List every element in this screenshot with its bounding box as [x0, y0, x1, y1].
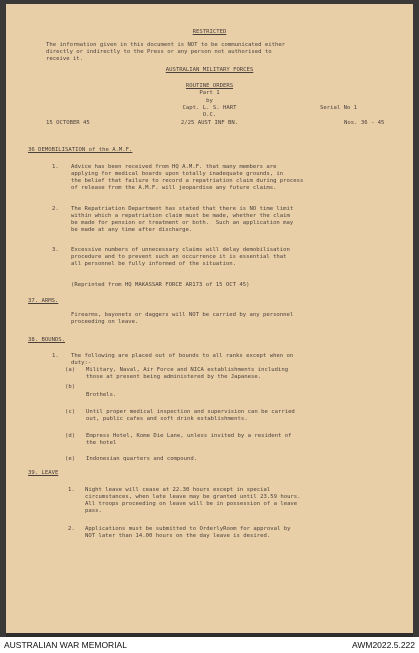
item-number: 1.	[68, 487, 75, 493]
item-line: those at present being administered by the Japanese.	[86, 374, 262, 380]
section-39-heading: 39. LEAVE	[28, 470, 59, 476]
notice-line-2: directly or indirectly to the Press or any person not authorised to	[46, 49, 272, 55]
order-numbers: Nos. 36 - 45	[344, 120, 385, 126]
item-number: (a)	[65, 367, 76, 373]
item-number: (b)	[65, 384, 76, 390]
archive-footer	[0, 637, 419, 653]
item-line: out, public cafes and soft drink establishments.	[86, 416, 248, 422]
item-line: circumstances, when late leave may be granted until 23.59 hours.	[85, 494, 301, 500]
item-line: Applications must be submitted to OrderlyRoom for approval by	[85, 526, 291, 532]
item-line: Until proper medical inspection and supervision can be carried	[86, 409, 295, 415]
item-line: be made at any time after discharge.	[71, 227, 193, 233]
document-page	[6, 4, 413, 633]
item-line: Excessive numbers of unnecessary claims will delay demobilisation	[71, 247, 290, 253]
item-number: 1.	[52, 353, 59, 359]
reprint-note: (Reprinted from HQ MAKASSAR FORCE AR173 of 15 OCT 45)	[71, 282, 250, 288]
footer-catalogue-id: AWM2022.5.222	[352, 640, 415, 650]
force-heading: AUSTRALIAN MILITARY FORCES	[165, 67, 254, 73]
section-intro-line: The following are placed out of bounds to all ranks except when on	[71, 353, 294, 359]
item-line: the hotel	[86, 440, 117, 446]
section-intro-line: duty:-	[71, 360, 92, 366]
section-37-heading: 37. ARMS.	[28, 298, 59, 304]
serial-number: Serial No 1	[320, 105, 358, 111]
order-date: 15 OCTOBER 45	[46, 120, 90, 126]
item-number: 2.	[52, 206, 59, 212]
item-line: Night leave will cease at 22.30 hours except in special	[85, 487, 271, 493]
item-number: 1.	[52, 164, 59, 170]
section-line: Firearms, bayonets or daggers will NOT be carried by any personnel	[71, 312, 294, 318]
officer-name: Capt. L. S. HART	[182, 105, 237, 111]
unit-name: 2/25 AUST INF BN.	[180, 120, 239, 126]
by-label: by	[206, 98, 213, 104]
item-line: The Repatriation Department has stated that there is NO time limit	[71, 206, 294, 212]
item-line: Advice has been received from HQ A.M.F. that many members are	[71, 164, 277, 170]
item-line: NOT later than 14.00 hours on the day leave is desired.	[85, 533, 271, 539]
item-line: Empress Hotel, Kome Die Lane, unless invited by a resident of	[86, 433, 292, 439]
section-38-heading: 38. BOUNDS.	[28, 337, 66, 343]
item-number: 2.	[68, 526, 75, 532]
item-line: applying for medical boards upon totally inadequate grounds, in	[71, 171, 284, 177]
item-line: All troops proceeding on leave will be in possession of a leave	[85, 501, 298, 507]
item-number: 3.	[52, 247, 59, 253]
part-label: Part 1	[199, 90, 220, 96]
item-line: Brothels.	[86, 392, 117, 398]
document-title: ROUTINE ORDERS	[185, 83, 234, 89]
item-number: (d)	[65, 433, 76, 439]
classification-heading: RESTRICTED	[192, 29, 227, 35]
footer-institution: AUSTRALIAN WAR MEMORIAL	[4, 640, 127, 650]
item-line: procedure and to prevent such an occurrence it is essential that	[71, 254, 287, 260]
item-number: (e)	[65, 456, 76, 462]
officer-role: O.C.	[202, 112, 217, 118]
item-line: Indonesian quarters and compound.	[86, 456, 198, 462]
item-line: of release from the A.M.F. will jeopardise any future claims.	[71, 185, 277, 191]
item-line: pass.	[85, 508, 102, 514]
item-line: within which a repatriation claim must be made, whether the claim	[71, 213, 290, 219]
item-number: (c)	[65, 409, 76, 415]
section-line: proceeding on leave.	[71, 319, 139, 325]
item-line: be made for pension or treatment or both. Such an application may	[71, 220, 294, 226]
item-line: all personnel be fully informed of the situation.	[71, 261, 237, 267]
item-line: the belief that failure to record a repatriation claim during process	[71, 178, 304, 184]
section-36-heading: 36 DEMOBILISATION of the A.M.F.	[28, 147, 133, 153]
item-line: Military, Naval, Air Force and NICA establishments including	[86, 367, 289, 373]
notice-line-1: The information given in this document is NOT to be communicated either	[46, 42, 286, 48]
notice-line-3: receive it.	[46, 56, 84, 62]
